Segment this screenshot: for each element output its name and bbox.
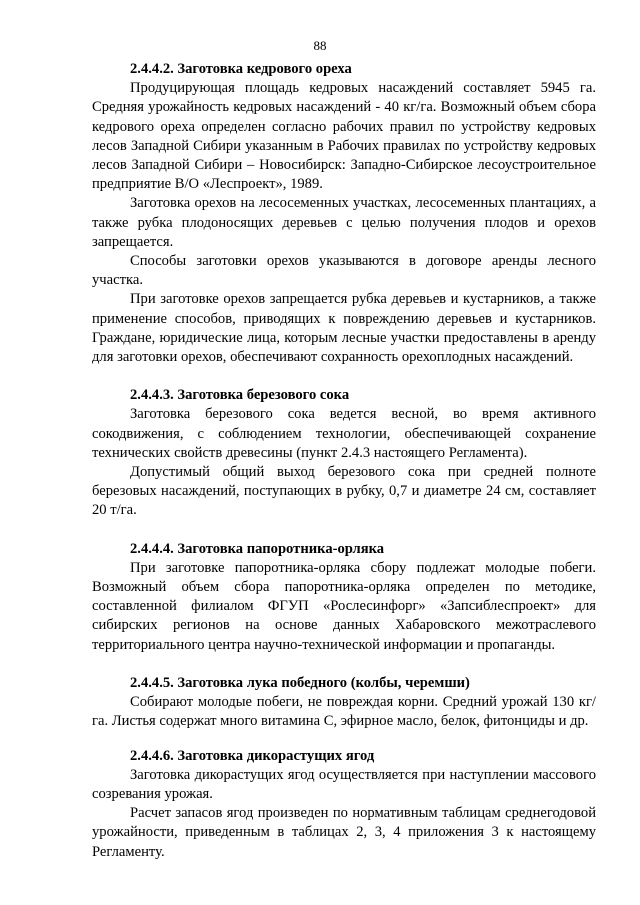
paragraph: Заготовка дикорастущих ягод осуществляется при наступлении массового созревания урожая. [92,766,596,802]
paragraph: Допустимый общий выход березового сока при средней полноте березовых насаждений, поступающих в рубку, 0,7 и диаметре 24 см, составляет 20 т/га. [92,464,596,519]
paragraph: Собирают молодые побеги, не повреждая корни. Средний урожай 130 кг/га. Листья содержат много витамина С, эфирное масло, белок, фитонциды и др. [92,694,596,730]
paragraph: Заготовка орехов на лесосеменных участках, лесосеменных плантациях, а также рубка плодоносящих деревьев с целью получения плодов и орехов запрещается. [92,195,596,250]
section-bracken-fern [92,540,596,655]
paragraph: Расчет запасов ягод произведен по нормативным таблицам среднегодовой урожайности, приведенным в таблицах 2, 3, 4 приложения 3 к настоящему Регламенту. [92,805,596,860]
section-title: 2.4.4.2. Заготовка кедрового ореха [130,61,352,77]
section-title: 2.4.4.3. Заготовка березового сока [130,387,350,404]
document-body [92,60,596,862]
paragraph: Продуцирующая площадь кедровых насаждений составляет 5945 га. Средняя урожайность кедровых насаждений - 40 кг/га. Возможный объем сбора кедрового ореха определен согласно рабочих правил по устройству кедровых лесов Западной Сибири указанным в Рабочих правилах по устройству кедровых лесов Западной Сибири – Новосибирск: Западно-Сибирское лесоустроительное предприятие В/О «Леспроект», 1989. [92,80,596,193]
section-birch-sap [92,386,596,520]
section-spacer [92,367,596,386]
paragraph: При заготовке папоротника-орляка сбору подлежат молодые побеги. Возможный объем сбора папоротника-орляка определен по методике, составленной филиалом ФГУП «Рослесинфорг» «Запсиблеспроект» для сибирских регионов на основе данных Хабаровского межотраслевого территориального центра научно-технической информации и пропаганды. [92,559,596,653]
section-spacer [92,655,596,674]
paragraph: Заготовка березового сока ведется весной, во время активного сокодвижения, с соблюдением технологии, обеспечивающей сохранение технических свойств древесины (пункт 2.4.3 настоящего Регламента). [92,406,596,461]
section-wild-berries [92,747,596,862]
section-wild-garlic [92,674,596,732]
section-spacer [92,521,596,540]
section-cedar-nut [92,60,596,367]
section-title: 2.4.4.6. Заготовка дикорастущих ягод [130,747,375,764]
paragraph: Способы заготовки орехов указываются в договоре аренды лесного участка. [92,253,596,289]
section-title: 2.4.4.5. Заготовка лука победного (колбы, черемши) [130,674,470,691]
paragraph: При заготовке орехов запрещается рубка деревьев и кустарников, а также применение способов, приводящих к повреждению деревьев и кустарников. Граждане, юридические лица, которым лесные участки предоставлены в аренду для заготовки орехов, обеспечивают сохранность орехоплодных насаждений. [92,291,596,366]
section-spacer [92,732,596,747]
page-number: 88 [313,38,327,53]
section-title: 2.4.4.4. Заготовка папоротника-орляка [130,540,385,557]
